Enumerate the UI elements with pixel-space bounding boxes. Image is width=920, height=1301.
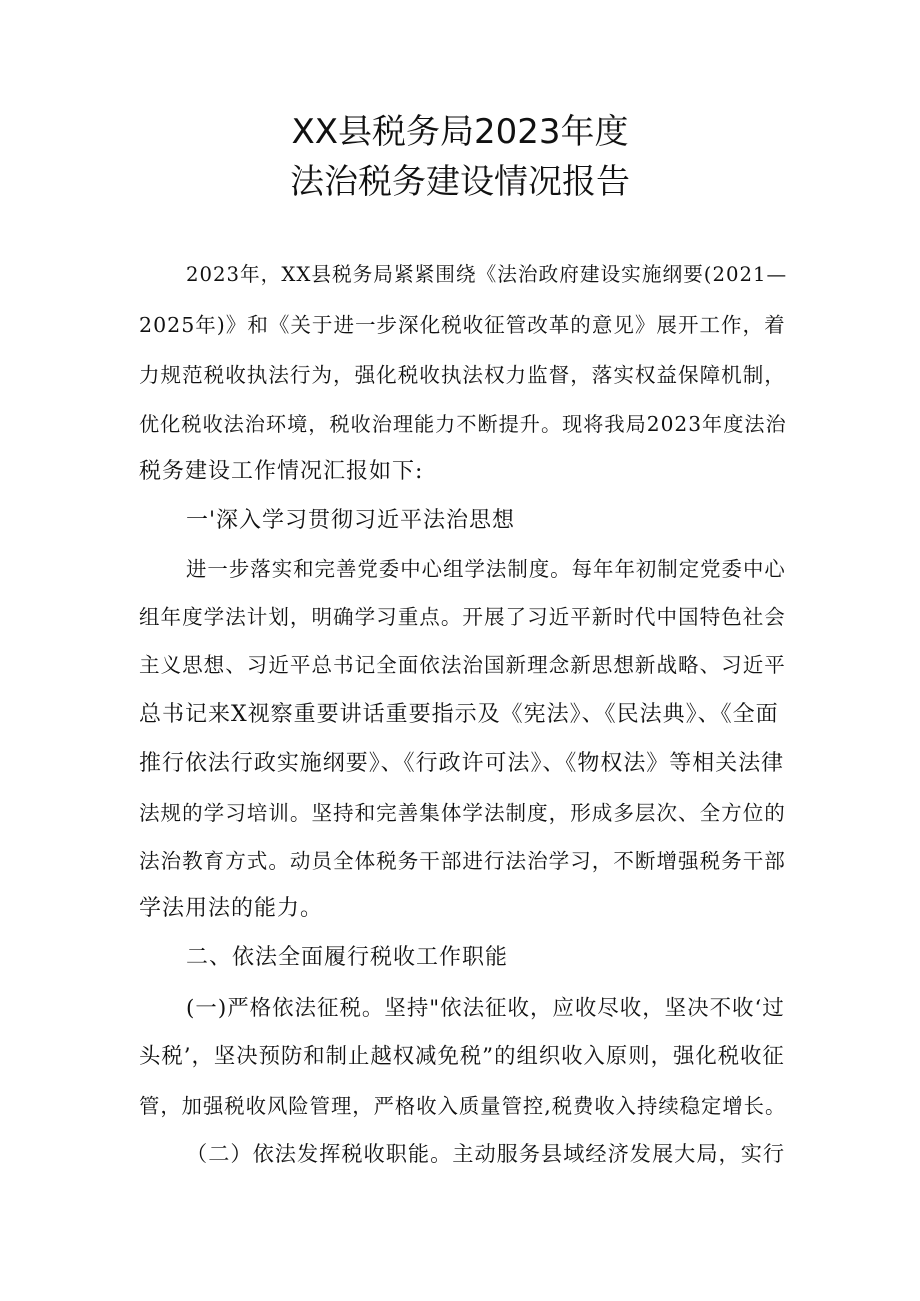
body-line-7: 组年度学法计划，明确学习重点。开展了习近平新时代中国特色社会 — [139, 605, 786, 629]
report-title-line-2: 法治税务建设情况报告 — [290, 162, 630, 202]
section-heading-2: 二、依法全面履行税收工作职能 — [186, 945, 509, 970]
report-title-line-1: XX县税务局2023年度 — [291, 112, 629, 152]
body-line-9: 总书记来X视察重要讲话重要指示及《宪法》、《民法典》、《全面 — [139, 702, 779, 727]
body-line-14: (一)严格依法征税。坚持"依法征收，应收尽收，坚决不收‘过 — [186, 996, 785, 1021]
body-line-8: 主义思想、习近平总书记全面依法治国新理念新思想新战略、习近平 — [139, 653, 786, 677]
body-line-12: 法治教育方式。动员全体税务干部进行法治学习，不断增强税务干部 — [139, 849, 786, 873]
body-line-15: 头税’，坚决预防和制止越权减免税”的组织收入原则，强化税收征 — [139, 1044, 785, 1069]
body-line-17: （二）依法发挥税收职能。主动服务县域经济发展大局，实行 — [186, 1141, 786, 1166]
body-line-6: 进一步落实和完善党委中心组学法制度。每年年初制定党委中心 — [186, 557, 786, 581]
body-line-2: 2025年)》和《关于进一步深化税收征管改革的意见》展开工作，着 — [139, 313, 786, 337]
body-line-13: 学法用法的能力。 — [139, 896, 324, 921]
body-line-16: 管，加强税收风险管理，严格收入质量管控,税费收入持续稳定增长。 — [139, 1094, 787, 1118]
body-line-1: 2023年，XX县税务局紧紧围绕《法治政府建设实施纲要(2021— — [186, 263, 788, 286]
section-heading-1: 一'深入学习贯彻习近平法治思想 — [186, 508, 516, 533]
body-line-11: 法规的学习培训。坚持和完善集体学法制度，形成多层次、全方位的 — [139, 801, 786, 825]
body-line-4: 优化税收法治环境，税收治理能力不断提升。现将我局2023年度法治 — [139, 412, 787, 436]
body-line-3: 力规范税收执法行为，强化税收执法权力监督，落实权益保障机制， — [139, 363, 786, 387]
body-line-5: 税务建设工作情况汇报如下: — [139, 459, 424, 484]
body-line-10: 推行依法行政实施纲要》、《行政许可法》、《物权法》等相关法律 — [139, 751, 785, 776]
